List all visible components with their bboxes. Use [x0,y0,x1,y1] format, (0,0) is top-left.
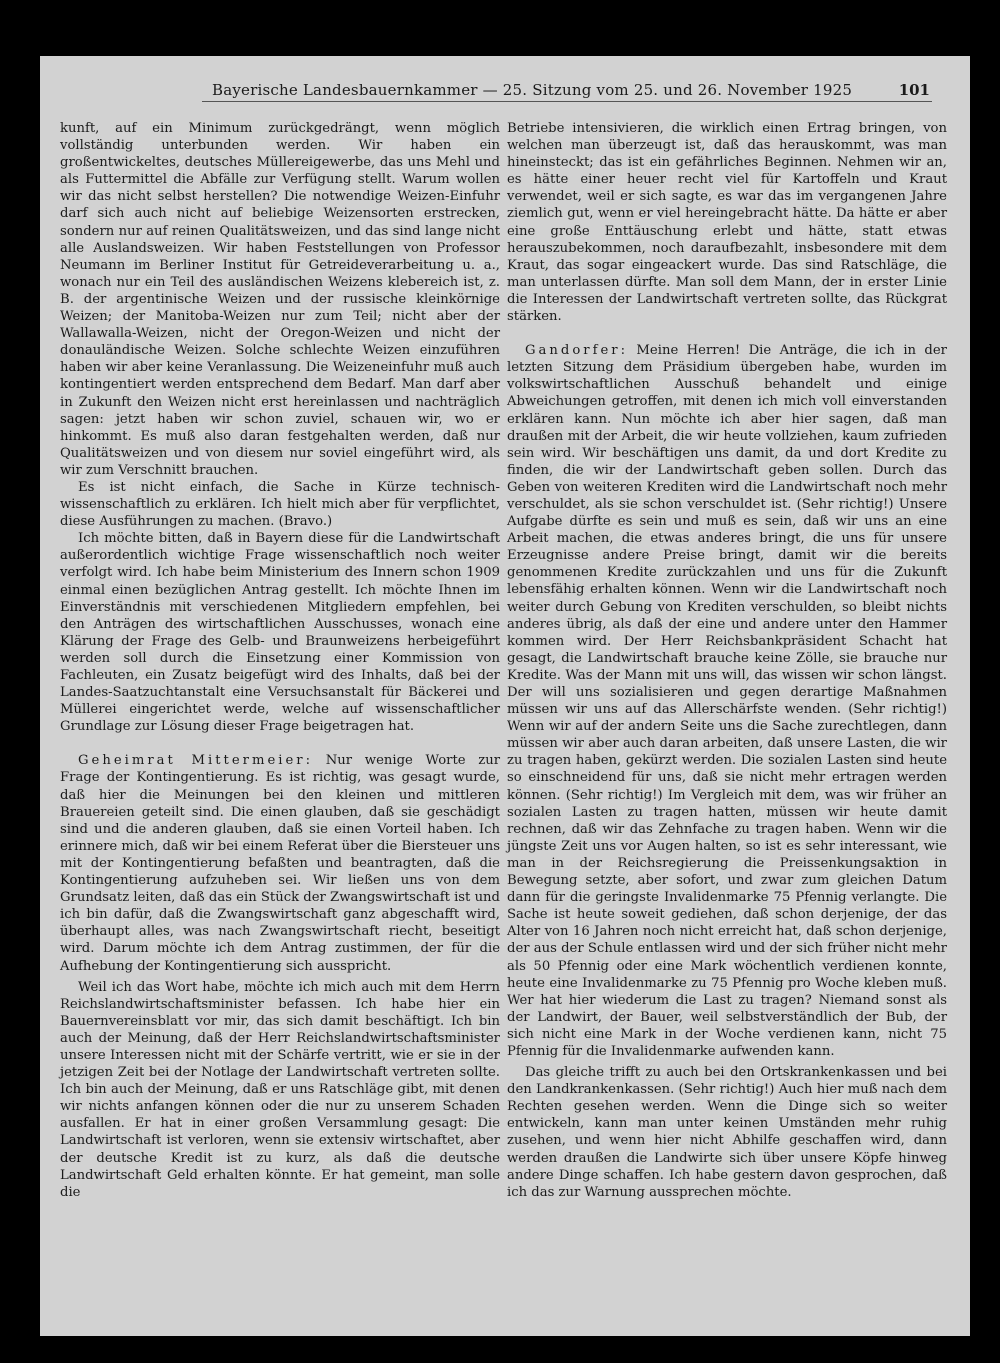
paragraph: Betriebe intensivieren, die wirklich einen Ertrag bringen, von welchen man überzeugt ist, daß das herauskommt, was man hineinsteckt; das ist ein gefährliches Beginnen. Nehmen wir an, es hätte einer heuer recht viel für Kartoffeln und Kraut verwendet, weil er sich sagte, es war das im vergangenen Jahre ziemlich gut, wenn er viel hereingebracht hätte. Da hätte er aber eine große Enttäuschung erlebt und hätte, statt etwas herauszubekommen, noch daraufbezahlt, insbesondere mit dem Kraut, das sogar eingeackert wurde. Das sind Ratschläge, die man unterlassen dürfte. Man soll dem Mann, der in erster Linie die Interessen der Landwirtschaft vertreten sollte, das Rückgrat stärken. [507,121,947,325]
page-number: 101 [898,81,930,99]
page-header [40,56,970,118]
speech-paragraph [507,342,947,1060]
left-column [60,120,500,1201]
speaker-name: Gandorfer: [525,343,629,359]
running-title: Bayerische Landesbauernkammer — 25. Sitzung vom 25. und 26. November 1925 [212,81,853,99]
header-rule [202,101,932,102]
paragraph: Das gleiche trifft zu auch bei den Ortskrankenkassen und bei den Landkrankenkassen. (Sehr richtig!) Auch hier muß nach dem Rechten gesehen werden. Wenn die Dinge sich so weiter entwickeln, kann man unter keinen Umständen mehr ruhig zusehen, und wenn hier nicht Abhilfe geschaffen wird, dann werden draußen die Landwirte sich über unsere Köpfe hinweg andere Dinge schaffen. Ich habe gestern davon gesprochen, daß ich das zur Warnung aussprechen möchte. [507,1065,947,1200]
speech-text: Nur wenige Worte zur Frage der Kontingentierung. Es ist richtig, was gesagt wurde, daß hier die Meinungen bei den kleinen und mittleren Brauereien geteilt sind. Die einen glauben, daß sie geschädigt sind und die anderen glauben, daß sie einen Vorteil haben. Ich erinnere mich, daß wir bei einem Referat über die Biersteuer uns mit der Kontingentierung befaßten und beantragten, daß die Kontingentierung aufzuheben sei. Wir ließen uns von dem Grundsatz leiten, daß das ein Stück der Zwangswirtschaft ist und ich bin dafür, daß die Zwangswirtschaft ganz abgeschafft wird, überhaupt alles, was nach Zwangswirtschaft riecht, beseitigt wird. Darum möchte ich dem Antrag zustimmen, der für die Aufhebung der Kontingentierung sich ausspricht. [60,753,501,974]
paragraph: Ich möchte bitten, daß in Bayern diese für die Landwirtschaft außerordentlich wichtige Frage wissenschaftlich noch weiter verfolgt wird. Ich habe beim Ministerium des Innern schon 1909 einmal einen bezüglichen Antrag gestellt. Ich möchte Ihnen im Einverständnis mit verschiedenen Mitgliedern empfehlen, bei den Anträgen des wirtschaftlichen Ausschusses, wonach eine Klärung der Frage des Gelb- und Braunweizens herbeigeführt werden soll durch die Einsetzung einer Kommission von Fachleuten, ein Zusatz beigefügt wird des Inhalts, daß bei der Landes-Saatzuchtanstalt eine Versuchsanstalt für Bäckerei und Müllerei eingerichtet werde, welche auf wissenschaftlicher Grundlage zur Lösung dieser Frage beigetragen hat. [60,531,500,735]
right-column [507,120,947,1201]
speech-paragraph [60,752,500,974]
paragraph: kunft, auf ein Minimum zurückgedrängt, wenn möglich vollständig unterbunden werden. Wir haben ein großentwickeltes, deutsches Müllereigewerbe, das uns Mehl und als Futtermittel die Abfälle zur Verfügung stellt. Warum wollen wir das nicht selbst herstellen? Die notwendige Weizen-Einfuhr darf sich auch nicht auf beliebige Weizensorten erstrecken, sondern nur auf reinen Qualitätsweizen, und das sind lange nicht alle Auslandsweizen. Wir haben Feststellungen von Professor Neumann im Berliner Institut für Getreideverarbeitung u. a., wonach nur ein Teil des ausländischen Weizens klebereich ist, z. B. der argentinische Weizen und der russische kleinkörnige Weizen; der Manitoba-Weizen nur zum Teil; nicht aber der Wallawalla-Weizen, nicht der Oregon-Weizen und nicht der donauländische Weizen. Solche schlechte Weizen einzuführen haben wir aber keine Veranlassung. Die Weizeneinfuhr muß auch kontingentiert werden entsprechend dem Bedarf. Man darf aber in Zukunft den Weizen nicht erst hereinlassen und nachträglich sagen: jetzt haben wir schon zuviel, schauen wir, wo er hinkommt. Es muß also daran festgehalten werden, daß nur Qualitätsweizen und von diesem nur soviel eingeführt wird, als wir zum Verschnitt brauchen. [60,121,500,478]
speaker-name: Geheimrat Mittermeier: [78,753,314,769]
paragraph: Weil ich das Wort habe, möchte ich mich auch mit dem Herrn Reichslandwirtschaftsminister befassen. Ich habe hier ein Bauernvereinsblatt vor mir, das sich damit beschäftigt. Ich bin auch der Meinung, daß der Herr Reichslandwirtschaftsminister unsere Interessen nicht mit der Schärfe vertritt, wie er sie in der jetzigen Zeit bei der Notlage der Landwirtschaft vertreten sollte. Ich bin auch der Meinung, daß er uns Ratschläge gibt, mit denen wir nichts anfangen können oder die nur zu unserem Schaden ausfallen. Er hat in einer großen Versammlung gesagt: Die Landwirtschaft ist verloren, wenn sie extensiv wirtschaftet, aber der deutsche Kredit ist zu kurz, als daß die deutsche Landwirtschaft Geld erhalten könnte. Er hat gemeint, man solle die [60,979,500,1200]
speech-text: Meine Herren! Die Anträge, die ich in der letzten Sitzung dem Präsidium übergeben habe, wurden im volkswirtschaftlichen Ausschuß behandelt und einige Abweichungen getroffen, mit denen ich mich voll einverstanden erklären kann. Nun möchte ich aber hier sagen, daß man draußen mit der Arbeit, die wir heute vollziehen, kaum zufrieden sein wird. Wir beschäftigen uns damit, da und dort Kredite zu finden, die wir der Landwirtschaft geben sollen. Durch das Geben von weiteren Krediten wird die Landwirtschaft noch mehr verschuldet, als sie schon verschuldet ist. (Sehr richtig!) Unsere Aufgabe dürfte es sein und muß es sein, daß wir uns an eine Arbeit machen, die etwas anderes bringt, die uns für unsere Erzeugnisse andere Preise bringt, damit wir die bereits genommenen Kredite zurückzahlen und uns für die Zukunft lebensfähig erhalten können. Wenn wir die Landwirtschaft noch weiter durch Gebung von Krediten verschulden, so bleibt nichts anderes übrig, als daß der eine und andere unter den Hammer kommen wird. Der Herr Reichsbankpräsident Schacht hat gesagt, die Landwirtschaft brauche keine Zölle, sie brauche nur Kredite. Was der Mann mit uns will, das wissen wir schon längst. Der will uns sozialisieren und gegen derartige Maßnahmen müssen wir uns auf das Allerschärfste wenden. (Sehr richtig!) Wenn wir auf der andern Seite uns die Sache zurechtlegen, dann müssen wir aber auch daran arbeiten, daß unsere Lasten, die wir zu tragen haben, gekürzt werden. Die sozialen Lasten sind heute so einschneidend für uns, daß sie nicht mehr ertragen werden können. (Sehr richtig!) Im Vergleich mit dem, was wir früher an sozialen Lasten zu tragen hatten, müssen wir heute damit rechnen, daß wir das Zehnfache zu tragen haben. Wenn wir die jüngste Zeit uns vor Augen halten, so ist es sehr interessant, wie man in der Reichsregierung die Preissenkungsaktion in Bewegung setzte, aber sofort, und zwar zum gleichen Datum dann für die geringste Invalidenmarke 75 Pfennig verlangte. Die Sache ist heute soweit gediehen, daß schon derjenige, der das Alter von 16 Jahren noch nicht erreicht hat, daß schon derjenige, der aus der Schule entlassen wird und der sich früher nicht mehr als 50 Pfennig oder eine Mark wöchentlich verdienen konnte, heute eine Invalidenmarke zu 75 Pfennig pro Woche kleben muß. Wer hat hier wiederum die Last zu tragen? Niemand sonst als der Landwirt, der Bauer, weil selbstverständlich der Bub, der sich nicht eine Mark in der Woche verdienen kann, nicht 75 Pfennig für die Invalidenmarke aufwenden kann. [507,343,947,1059]
page [40,56,970,1336]
paragraph: Es ist nicht einfach, die Sache in Kürze technisch-wissenschaftlich zu erklären. Ich hielt mich aber für verpflichtet, diese Ausführungen zu machen. (Bravo.) [60,479,500,530]
